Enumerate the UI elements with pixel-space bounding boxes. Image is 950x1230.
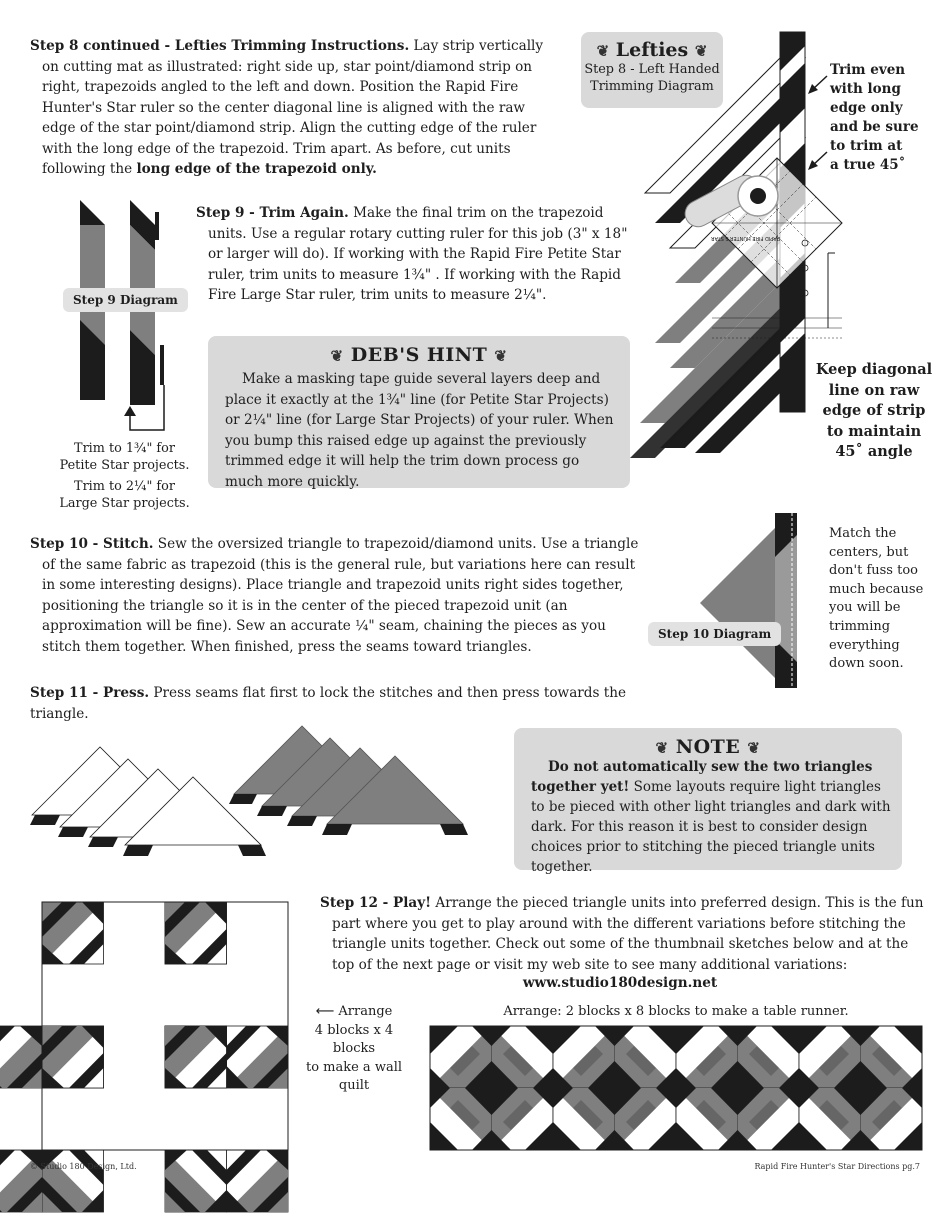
step10-text: Sew the oversized triangle to trapezoid/diamond units. Use a triangle of the same fabric as trapezoid (this is the general rule, but variations here can result in some interesting designs). Place triangle and trapezoid units right sides together, positioning the triangle so it is in the center of the pieced trapezoid unit (an approximation will be fine). Sew an accurate ¼" seam, chaining the pieces as you stitch them together. When finished, press the seams toward triangles. [42,536,639,655]
arrange-wall-note: ⟵ Arrange 4 blocks x 4 blocks to make a wall quilt [305,1004,403,1093]
debs-hint-box [208,336,630,488]
step10-heading: Step 10 - Stitch. [30,536,154,552]
step10-paragraph [30,534,644,657]
note-title: NOTE [675,736,741,758]
wall-quilt-diagram [42,902,288,1150]
step12-paragraph [320,893,932,975]
lefties-subtitle-1: Step 8 - Left Handed [584,62,720,77]
step9-diagram-label: Step 9 Diagram [63,288,188,312]
match-centers-note: Match the centers, but don't fuss too much because you will be trimming everything down soon. [829,526,924,672]
step8-text-bold: long edge of the trapezoid only. [136,161,377,177]
step9-heading: Step 9 - Trim Again. [196,205,349,221]
step9-paragraph [196,203,644,306]
dark-triangle-units [232,724,472,839]
keep-diagonal-arrow-icon [828,253,835,328]
step11-paragraph [30,683,650,724]
arrange-runner-note: Arrange: 2 blocks x 8 blocks to make a table runner. [503,1004,849,1019]
step10-diagram [700,510,805,692]
debs-hint-text: Make a masking tape guide several layers deep and place it exactly at the 1¾" line (for Petite Star Projects) or 2¼" line (for Large Star Projects) of your ruler. When you bump this raised edge up against the previously trimmed edge it will help the trim down process go much more quickly. [225,371,614,490]
leaf-ornament-icon: ❦ [596,42,610,60]
lefties-trimming-diagram [640,28,830,478]
trim-even-note: Trim even with long edge only and be sure to trim at a true 45˚ [830,62,919,173]
table-runner-diagram [430,1026,922,1150]
footer-copyright: © Studio 180 Design, Ltd. [30,1162,137,1171]
note-box [514,728,902,875]
step10-diagram-label: Step 10 Diagram [648,622,781,646]
leaf-ornament-icon: ❦ [494,347,508,365]
step12-text: Arrange the pieced triangle units into preferred design. This is the fun part where you get to play around with the different variations before stitching the triangle units together. Check out some of the thumbnail sketches below and at the top of the next page or visit my web site to see many additional variations: [332,895,924,973]
leaf-ornament-icon: ❦ [655,739,669,757]
left-arrow-icon: ⟵ [315,1004,339,1019]
leaf-ornament-icon: ❦ [330,347,344,365]
step8-text: Lay strip vertically on cutting mat as illustrated: right side up, star point/diamond strip on right, trapezoids angled to the left and down. Position the Rapid Fire Hunter's Star ruler so the center diagonal line is aligned with the raw edge of the star point/diamond strip. Align the cutting edge of the ruler with the long edge of the trapezoid. Trim apart. As before, cut units following the [42,38,544,177]
lefties-title: Lefties [615,39,689,61]
step8-heading: Step 8 continued - Lefties Trimming Instructions. [30,38,410,54]
runner-blocks [430,1026,922,1150]
step9-diagram [60,190,190,440]
step9-text: Make the final trim on the trapezoid units. Use a regular rotary cutting ruler for this job (3" x 18" or larger will do). If working with the Rapid Fire Petite Star ruler, trim units to measure 1¾" . If working with the Rapid Fire Large Star ruler, trim units to measure 2¼". [208,205,628,303]
leaf-ornament-icon: ❦ [747,739,761,757]
debs-hint-title: DEB'S HINT [350,344,488,366]
website-link[interactable]: www.studio180design.net [522,975,718,991]
step11-heading: Step 11 - Press. [30,685,150,701]
note-bold: Do not automatically sew the two triangles together yet! [531,759,873,795]
trim-captions: Trim to 1¾" for Petite Star projects. Trim to 2¼" for Large Star projects. [59,441,190,511]
leaf-ornament-icon: ❦ [694,42,708,60]
note-text: Some layouts require light triangles to be pieced with other light triangles and dark with dark. For this reason it is best to consider design choices prior to stitching the pieced triangle units together. [531,779,891,875]
ruler-label: RAPID FIRE HUNTER'S STAR [711,235,780,241]
footer-page-number: Rapid Fire Hunter's Star Directions pg.7 [754,1162,920,1171]
lefties-subtitle-2: Trimming Diagram [590,79,714,94]
step11-text: Press seams flat first to lock the stitches and then press towards the triangle. [30,685,627,722]
step12-heading: Step 12 - Play! [320,895,432,911]
step8-paragraph [30,36,562,180]
keep-diagonal-note: Keep diagonal line on raw edge of strip to maintain 45˚ angle [815,361,933,460]
trim-arrow-icon [808,76,827,170]
